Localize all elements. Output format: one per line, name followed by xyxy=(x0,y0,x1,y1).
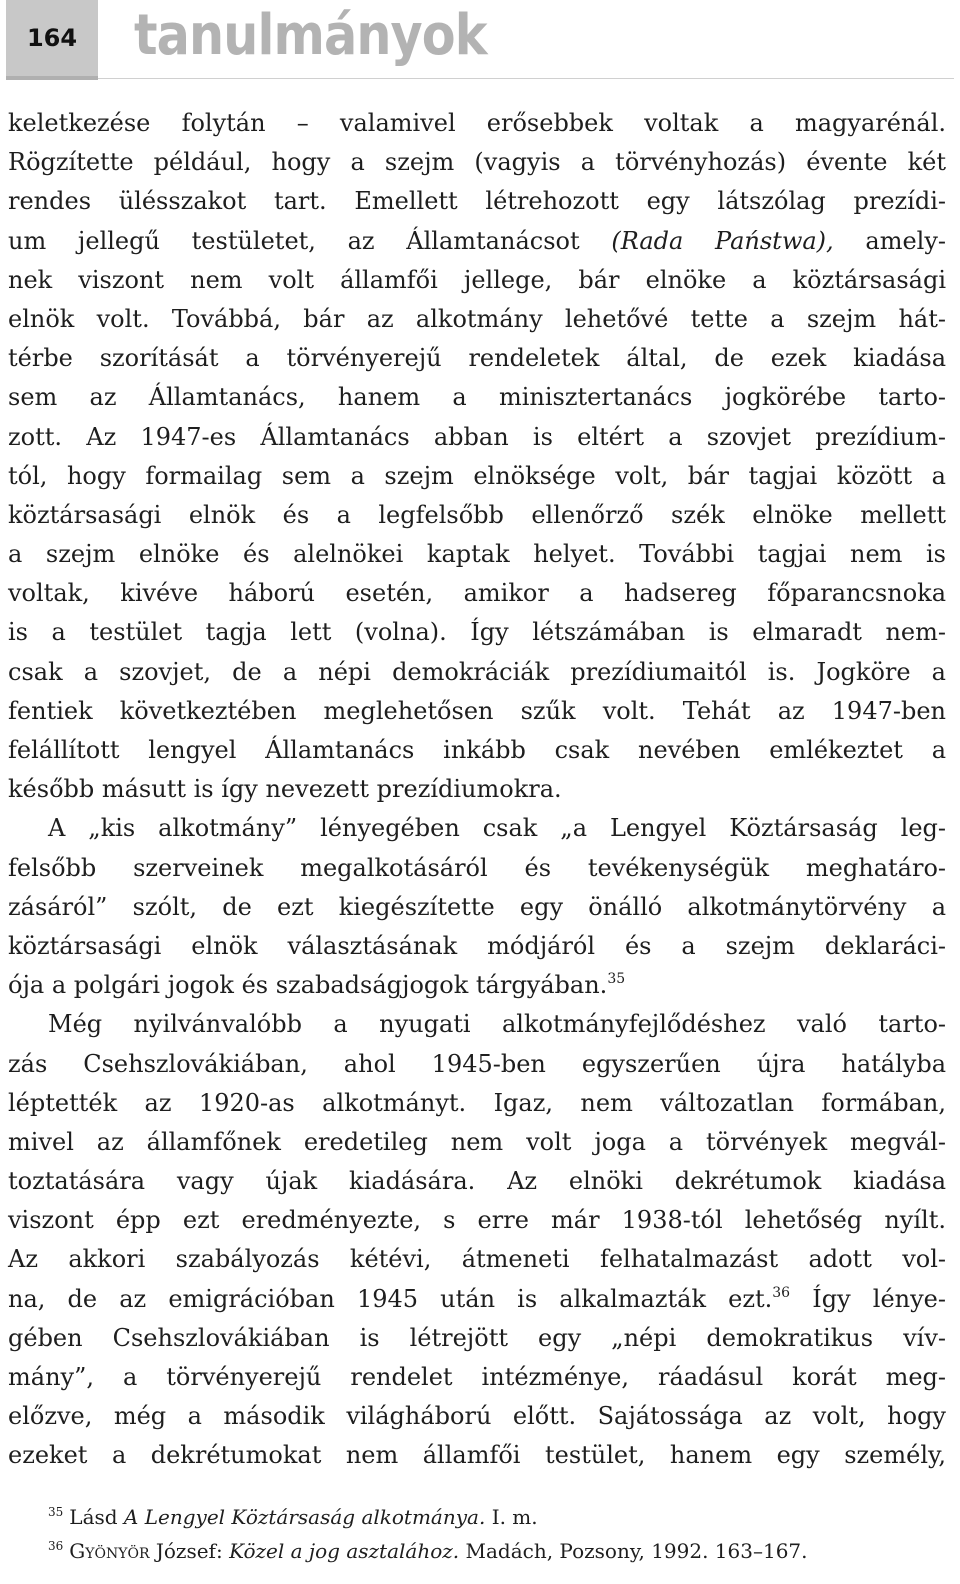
text-line: Rögzítette például, hogy a szejm (vagyis a törvényhozás) évente két xyxy=(8,148,946,177)
text-line: fentiek következtében meglehetősen szűk volt. Tehát az 1947-ben xyxy=(8,696,946,725)
text-line: elnök volt. Továbbá, bár az alkotmány lehetővé tette a szejm hát- xyxy=(8,304,946,333)
text-line: A „kis alkotmány” lényegében csak „a Lengyel Köztársaság leg- xyxy=(48,814,946,843)
footnote-36 xyxy=(48,1534,948,1568)
text-line xyxy=(8,222,946,261)
footnote-ref: 36 xyxy=(772,1284,791,1301)
text-span: Így lénye- xyxy=(812,1284,946,1313)
footnote-number: 36 xyxy=(48,1539,64,1553)
text-line: csak a szovjet, de a népi demokráciák prezídiumaitól is. Jogköre a xyxy=(8,657,946,686)
text-line: köztársasági elnök választásának módjáról és a szejm deklaráci- xyxy=(8,931,946,960)
text-line: Az akkori szabályozás kétévi, átmeneti felhatalmazást adott vol- xyxy=(8,1245,946,1274)
text-line: tól, hogy formailag sem a szejm elnöksége volt, bár tagjai között a xyxy=(8,461,946,490)
text-span: um jellegű testületet, az Államtanácsot xyxy=(8,226,580,255)
text-span: ója a polgári jogok és szabadságjogok tárgyában. xyxy=(8,971,608,1000)
footnote-author: Gyönyör xyxy=(69,1539,150,1563)
footnote-text: Madách, Pozsony, 1992. 163–167. xyxy=(465,1539,808,1563)
footnote-title: A Lengyel Köztársaság alkotmánya. xyxy=(123,1505,486,1529)
text-line: később másutt is így nevezett prezídiumokra. xyxy=(8,775,562,804)
text-line: zás Csehszlovákiában, ahol 1945-ben egyszerűen újra hatályba xyxy=(8,1049,946,1078)
italic-term: (Rada Państwa), xyxy=(611,226,834,255)
text-line: viszont épp ezt eredményezte, s erre már 1938-tól lehetőség nyílt. xyxy=(8,1206,946,1235)
text-line: is a testület tagja lett (volna). Így létszámában is elmaradt nem- xyxy=(8,618,946,647)
footnote-text: I. m. xyxy=(491,1505,538,1529)
text-line xyxy=(8,966,946,1005)
section-title: tanulmányok xyxy=(134,3,487,68)
page-number: 164 xyxy=(6,0,98,80)
text-line xyxy=(8,1280,946,1319)
text-line: mivel az államfőnek eredetileg nem volt joga a törvények megvál- xyxy=(8,1127,946,1156)
footnote-35 xyxy=(48,1500,948,1534)
text-line: ezeket a dekrétumokat nem államfői testület, hanem egy személy, xyxy=(8,1441,946,1470)
footnote-number: 35 xyxy=(48,1505,64,1519)
text-line: zott. Az 1947-es Államtanács abban is eltért a szovjet prezídium- xyxy=(8,422,946,451)
text-line: előzve, még a második világháború előtt. Sajátossága az volt, hogy xyxy=(8,1402,946,1431)
page-header xyxy=(6,0,954,80)
text-line: sem az Államtanács, hanem a minisztertanács jogkörébe tarto- xyxy=(8,383,946,412)
text-line: felállított lengyel Államtanács inkább csak nevében emlékeztet a xyxy=(8,736,946,764)
text-line: nek viszont nem volt államfői jellege, bár elnöke a köztársasági xyxy=(8,265,946,294)
text-line: köztársasági elnök és a legfelsőbb ellenőrző szék elnöke mellett xyxy=(8,500,946,529)
text-line: gében Csehszlovákiában is létrejött egy „népi demokratikus vív- xyxy=(8,1323,946,1352)
footnotes xyxy=(48,1500,948,1568)
text-line: térbe szorítását a törvényerejű rendeletek által, de ezek kiadása xyxy=(8,344,946,373)
text-line: rendes ülésszakot tart. Emellett létrehozott egy látszólag prezídi- xyxy=(8,187,946,216)
text-line: Még nyilvánvalóbb a nyugati alkotmányfejlődéshez való tarto- xyxy=(48,1010,946,1039)
footnote-text: Lásd xyxy=(69,1505,118,1529)
text-line: a szejm elnöke és alelnökei kaptak helyet. További tagjai nem is xyxy=(8,540,946,569)
text-line: toztatására vagy újak kiadására. Az elnöki dekrétumok kiadása xyxy=(8,1167,946,1196)
text-line: felsőbb szerveinek megalkotásáról és tevékenységük meghatáro- xyxy=(8,853,946,882)
text-span: amely- xyxy=(865,226,947,255)
footnote-text: József: xyxy=(155,1539,223,1563)
text-line: keletkezése folytán – valamivel erősebbek voltak a magyarénál. xyxy=(8,109,946,137)
footnote-ref: 35 xyxy=(607,971,626,988)
text-line: mány”, a törvényerejű rendelet intézménye, ráadásul korát meg- xyxy=(8,1363,946,1391)
header-divider xyxy=(98,78,954,79)
text-line: léptették az 1920-as alkotmányt. Igaz, nem változatlan formában, xyxy=(8,1088,946,1117)
footnote-title: Közel a jog asztalához. xyxy=(229,1539,460,1563)
body-text xyxy=(8,104,946,1476)
text-line: voltak, kivéve háború esetén, amikor a hadsereg főparancsnoka xyxy=(8,579,946,608)
text-line: zásáról” szólt, de ezt kiegészítette egy önálló alkotmánytörvény a xyxy=(8,892,946,921)
text-span: na, de az emigrációban 1945 után is alkalmazták ezt. xyxy=(8,1284,773,1313)
